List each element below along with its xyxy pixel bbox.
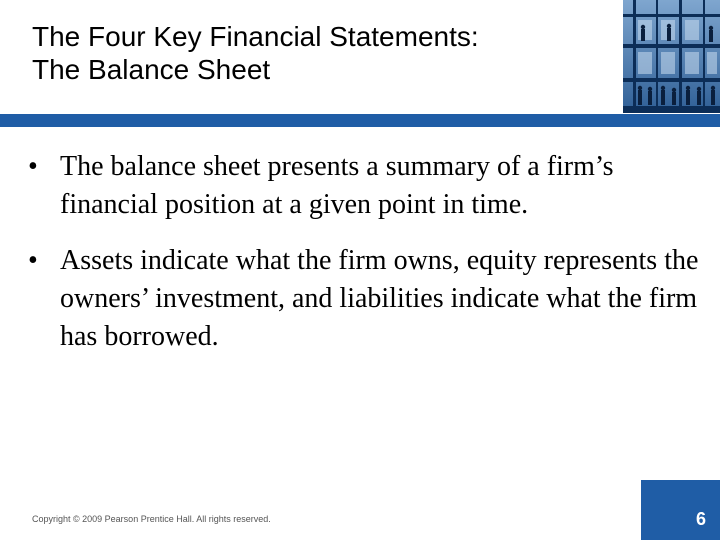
page-number-box: [641, 480, 720, 540]
page-number: 6: [695, 509, 706, 529]
bullet-glyph: •: [28, 151, 38, 182]
title-line-1: The Four Key Financial Statements:: [32, 21, 479, 52]
slide-title: [32, 20, 612, 86]
bullet-list: [28, 148, 700, 374]
bullet-text: Assets indicate what the firm owns, equity represents the owners’ investment, and liabilities indicate what the firm has borrowed.: [60, 245, 699, 352]
bullet-item: [28, 242, 700, 356]
bullet-glyph: •: [28, 245, 38, 276]
bullet-text: The balance sheet presents a summary of a firm’s financial position at a given point in time.: [60, 151, 614, 220]
copyright-footer: Copyright © 2009 Pearson Prentice Hall. All rights reserved.: [32, 514, 271, 524]
title-line-2: The Balance Sheet: [32, 54, 271, 85]
header-photo: [623, 0, 720, 113]
bullet-item: [28, 148, 700, 224]
accent-band: [0, 114, 720, 127]
